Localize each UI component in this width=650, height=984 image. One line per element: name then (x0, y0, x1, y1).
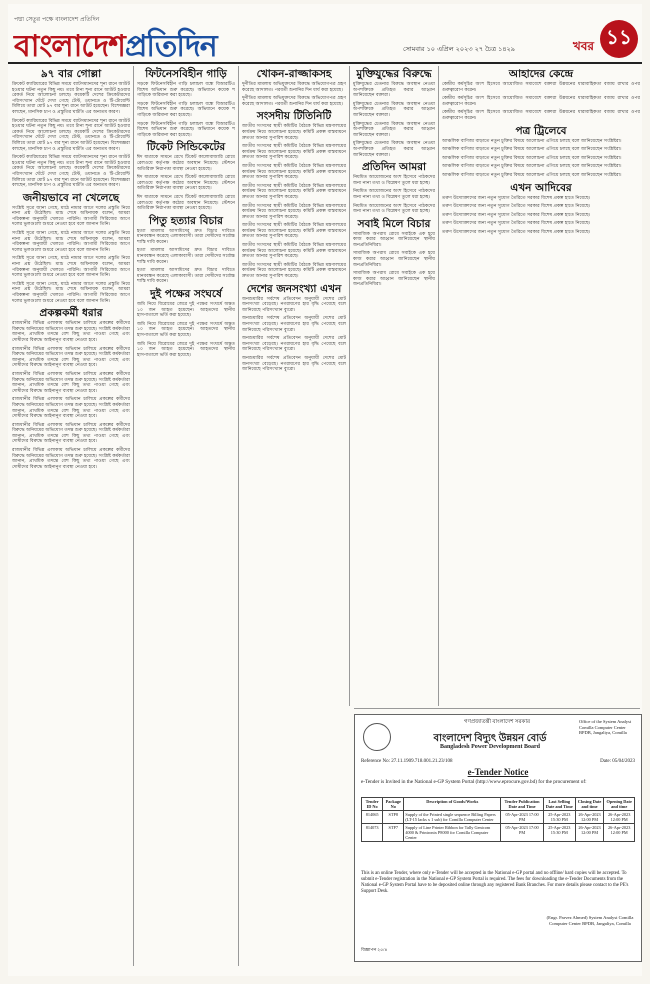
article-body: তরুণ উদ্যোক্তাদের জন্য নতুন সুযোগ তৈরিতে সরকার বিশেষ প্রকল্প হাতে নিয়েছে। (442, 212, 591, 218)
headline: ৯৭ বার গোল্লা (40, 68, 102, 80)
article-body: জাতীয় সংসদের স্থায়ী কমিটির বৈঠকে বিভিন্ন মন্ত্রণালয়ের কার্যক্রম নিয়ে আলোচনা হয়েছে। কমিটি প্রকল্প বাস্তবায়নে দ্রুততা আনার সুপারিশ করেছে। (242, 262, 346, 280)
article-body: আঞ্চলিক বাণিজ্য বাড়াতে নতুন চুক্তির বিষয়ে আলোচনা এগিয়ে চলছে বলে জানিয়েছেন সংশ্লিষ্টরা। (442, 164, 622, 170)
headline: সংসদীয় টিতিনিটি (256, 110, 332, 123)
article-body: ঈদ যাত্রাকে সামনে রেখে টিকেট কালোবাজারি রোধে রেলওয়ে কর্তৃপক্ষ কঠোর অবস্থান নিয়েছে। স্টেশনে অতিরিক্ত নিরাপত্তা ব্যবস্থা নেওয়া হয়েছে। (137, 155, 235, 172)
article-body: সড়কে ফিটনেসবিহীন গাড়ি চলাচল বন্ধে বিআরটিএ বিশেষ অভিযান শুরু করেছে। অভিযানে কয়েক শ গাড়িকে জরিমানা করা হয়েছে। (137, 101, 235, 118)
board-name-en: Bangladesh Power Development Board (439, 744, 541, 750)
article-body: জাতীয় সংসদের স্থায়ী কমিটির বৈঠকে বিভিন্ন মন্ত্রণালয়ের কার্যক্রম নিয়ে আলোচনা হয়েছে। কমিটি প্রকল্প বাস্তবায়নে দ্রুততা আনার সুপারিশ করেছে। (242, 203, 346, 220)
article-body: আঞ্চলিক বাণিজ্য বাড়াতে নতুন চুক্তির বিষয়ে আলোচনা এগিয়ে চলছে বলে জানিয়েছেন সংশ্লিষ্টরা। (442, 147, 622, 153)
table-row (362, 811, 635, 824)
article-body: জনশুমারির সর্বশেষ প্রতিবেদন অনুযায়ী দেশের মোট জনসংখ্যা বেড়েছে। নগরায়ণের হার বৃদ্ধি পেয়েছে বলে জানিয়েছে পরিসংখ্যান ব্যুরো। (242, 316, 346, 333)
notice-date: Date: 05/04/2023 (600, 759, 635, 764)
column-divider (349, 66, 350, 706)
section-label: খবর (572, 39, 594, 53)
article-body: নিয়মিত আয়োজনের অংশ হিসেবে পাঠকদের জন্য নানা তথ্য ও বিশ্লেষণ তুলে ধরা হচ্ছে। (353, 175, 435, 186)
table-cell: 26-Apr-2023 12:00 PM (604, 811, 635, 824)
newspaper-page (8, 4, 642, 976)
article-body: মুক্তিযুদ্ধের চেতনার বিরুদ্ধে অবস্থান নেওয়া অপশক্তিকে প্রতিহত করার আহ্বান জানিয়েছেন বক্তারা। (353, 121, 435, 138)
table-cell: 05-Apr-2023 17:00 PM (501, 824, 544, 842)
ad-footer: বিজ্ঞাপন ২৫/৪ (361, 947, 388, 952)
article-body: হত্যা মামলার আসামিদের দ্রুত বিচার দাবিতে মানববন্ধন করেছে এলাকাবাসী। তারা দোষীদের সর্বোচ্চ শাস্তি দাবি করেন। (137, 228, 235, 245)
article-body: হত্যা মামলার আসামিদের দ্রুত বিচার দাবিতে মানববন্ধন করেছে এলাকাবাসী। তারা দোষীদের সর্বোচ্চ শাস্তি দাবি করেন। (137, 268, 235, 285)
table-cell: 814073 (362, 824, 383, 842)
article-body: ক্রিকেট ক্যারিয়ারের বিভিন্ন সময়ে ব্যাটসম্যানদের শূন্য রানে আউট হওয়ার ঘটনা নতুন কিছু নয়। তবে টানা শূন্য রানে আউট হওয়ার রেকর্ড নিয়ে আলোচনা চলছে। কয়েকটি দেশের ক্রিকেটারদের পরিসংখ্যান ঘেঁটে দেখা গেছে টেস্ট, ওয়ানডে ও টি-টোয়েন্টি মিলিয়ে তারা মোট ৯৭ বার শূন্য রানে আউট হয়েছেন। বিশেষজ্ঞরা বলছেন, মানসিক চাপ ও প্রস্তুতির ঘাটতি এর অন্যতম কারণ। (12, 82, 130, 115)
logo-main: বাংলাদেশ (14, 29, 125, 64)
table-cell: 25-Apr-2023 15:30 PM (543, 811, 575, 824)
article-body: মুক্তিযুদ্ধের চেতনার বিরুদ্ধে অবস্থান নেওয়া অপশক্তিকে প্রতিহত করার আহ্বান জানিয়েছেন বক্তারা। (353, 141, 435, 158)
headline: প্রকল্পকর্মী ধরার (39, 307, 103, 320)
article-body: ক্রিকেট ক্যারিয়ারের বিভিন্ন সময়ে ব্যাটসম্যানদের শূন্য রানে আউট হওয়ার ঘটনা নতুন কিছু নয়। তবে টানা শূন্য রানে আউট হওয়ার রেকর্ড নিয়ে আলোচনা চলছে। কয়েকটি দেশের ক্রিকেটারদের পরিসংখ্যান ঘেঁটে দেখা গেছে টেস্ট, ওয়ানডে ও টি-টোয়েন্টি মিলিয়ে তারা মোট ৯৭ বার শূন্য রানে আউট হয়েছেন। বিশেষজ্ঞরা বলছেন, মানসিক চাপ ও প্রস্তুতির ঘাটতি এর অন্যতম কারণ। (12, 118, 130, 152)
gov-line: গণপ্রজাতন্ত্রী বাংলাদেশ সরকার (463, 719, 531, 725)
article-body: জমি নিয়ে বিরোধের জেরে দুই পক্ষের সংঘর্ষে অন্তত ১০ জন আহত হয়েছেন। আহতদের স্থানীয় হাসপাতালে ভর্তি করা হয়েছে। (137, 321, 235, 338)
article-body: জমি নিয়ে বিরোধের জেরে দুই পক্ষের সংঘর্ষে অন্তত ১০ জন আহত হয়েছেন। আহতদের স্থানীয় হাসপাতালে ভর্তি করা হয়েছে। (137, 341, 235, 358)
article-body: জাতীয় সংসদের স্থায়ী কমিটির বৈঠকে বিভিন্ন মন্ত্রণালয়ের কার্যক্রম নিয়ে আলোচনা হয়েছে। কমিটি প্রকল্প বাস্তবায়নে দ্রুততা আনার সুপারিশ করেছে। (242, 183, 346, 200)
article-body: তরুণ উদ্যোক্তাদের জন্য নতুন সুযোগ তৈরিতে সরকার বিশেষ প্রকল্প হাতে নিয়েছে। (442, 204, 591, 210)
headline: খোকন-রাজ্জাকসহ (256, 68, 332, 80)
column-header: Description of Goods/Works (404, 798, 501, 811)
table-cell: 05-Apr-2023 17:00 PM (501, 811, 544, 824)
tender-table (361, 797, 635, 842)
article-body: সংশ্লিষ্ট সূত্রে জানা গেছে, মাঠে নামার আগে দলের প্রস্তুতি নিয়ে নানা প্রশ্ন উঠেছিল। ম্যাচ শেষে অধিনায়ক বলেন, আমরা পরিকল্পনা অনুযায়ী খেলতে পারিনি। আগামী সিরিজের আগে দলের ভুলগুলো শুধরে নেওয়া হবে বলে জানান তিনি। (12, 281, 130, 304)
board-name-bn: বাংলাদেশ বিদ্যুৎ উন্নয়ন বোর্ড (433, 733, 547, 744)
column-header: Tender Publication Date and Time (501, 798, 544, 811)
article-body: মুক্তিযুদ্ধের চেতনার বিরুদ্ধে অবস্থান নেওয়া অপশক্তিকে প্রতিহত করার আহ্বান জানিয়েছেন বক্তারা। (353, 82, 435, 99)
article-body: কেন্দ্রীয় কর্মসূচির অংশ হিসেবে আয়োজিত সমাবেশে বক্তারা উন্নয়নের ধারাবাহিকতা বজায় রাখার ওপর গুরুত্বারোপ করেন। (442, 96, 640, 107)
table-cell: 25-Apr-2023 15:30 PM (543, 824, 575, 842)
article-body: আঞ্চলিক বাণিজ্য বাড়াতে নতুন চুক্তির বিষয়ে আলোচনা এগিয়ে চলছে বলে জানিয়েছেন সংশ্লিষ্টরা। (442, 138, 622, 144)
table-cell: Supply of the Printed single sequence Billing Papers (LT-15 lacks x 1 sub) for Comilla Computer Center (404, 811, 501, 824)
column-divider (238, 66, 239, 966)
article-body: ক্রিকেট ক্যারিয়ারের বিভিন্ন সময়ে ব্যাটসম্যানদের শূন্য রানে আউট হওয়ার ঘটনা নতুন কিছু নয়। তবে টানা শূন্য রানে আউট হওয়ার রেকর্ড নিয়ে আলোচনা চলছে। কয়েকটি দেশের ক্রিকেটারদের পরিসংখ্যান ঘেঁটে দেখা গেছে টেস্ট, ওয়ানডে ও টি-টোয়েন্টি মিলিয়ে তারা মোট ৯৭ বার শূন্য রানে আউট হয়েছেন। বিশেষজ্ঞরা বলছেন, মানসিক চাপ ও প্রস্তুতির ঘাটতি এর অন্যতম কারণ। (12, 155, 130, 189)
column-1 (12, 66, 130, 966)
article-body: হত্যা মামলার আসামিদের দ্রুত বিচার দাবিতে মানববন্ধন করেছে এলাকাবাসী। তারা দোষীদের সর্বোচ্চ শাস্তি দাবি করেন। (137, 248, 235, 265)
article-body: সংশ্লিষ্ট সূত্রে জানা গেছে, মাঠে নামার আগে দলের প্রস্তুতি নিয়ে নানা প্রশ্ন উঠেছিল। ম্যাচ শেষে অধিনায়ক বলেন, আমরা পরিকল্পনা অনুযায়ী খেলতে পারিনি। আগামী সিরিজের আগে দলের ভুলগুলো শুধরে নেওয়া হবে বলে জানান তিনি। (12, 256, 130, 279)
logo-accent: প্রতিদিন (124, 29, 217, 64)
date-line: সোমবার ১০ এপ্রিল ২০২৩ ২৭ চৈত্র ১৪২৯ (403, 45, 515, 53)
page-number-badge: ১১ (600, 20, 638, 58)
headline: প্রতিদিন আমরা (361, 161, 427, 174)
column-header: Last Selling Date and Time (543, 798, 575, 811)
article-body: মুক্তিযুদ্ধের চেতনার বিরুদ্ধে অবস্থান নেওয়া অপশক্তিকে প্রতিহত করার আহ্বান জানিয়েছেন বক্তারা। (353, 101, 435, 118)
headline: দেশের জনসংখ্যা এখন (246, 282, 342, 295)
article-body: জাতীয় সংসদের স্থায়ী কমিটির বৈঠকে বিভিন্ন মন্ত্রণালয়ের কার্যক্রম নিয়ে আলোচনা হয়েছে। কমিটি প্রকল্প বাস্তবায়নে দ্রুততা আনার সুপারিশ করেছে। (242, 243, 346, 260)
article-body: কেন্দ্রীয় কর্মসূচির অংশ হিসেবে আয়োজিত সমাবেশে বক্তারা উন্নয়নের ধারাবাহিকতা বজায় রাখার ওপর গুরুত্বারোপ করেন। (442, 82, 640, 93)
article-body: জনশুমারির সর্বশেষ প্রতিবেদন অনুযায়ী দেশের মোট জনসংখ্যা বেড়েছে। নগরায়ণের হার বৃদ্ধি পেয়েছে বলে জানিয়েছে পরিসংখ্যান ব্যুরো। (242, 336, 346, 353)
office-address: Office of the System Analyst Comilla Computer Center BPDB, Jangaliya, Comilla (579, 719, 632, 735)
article-body: দুর্নীতির মামলায় অভিযুক্তদের বিরুদ্ধে অভিযোগপত্র গ্রহণ করেছে আদালত। পরবর্তী শুনানির দিন ধার্য করা হয়েছে। (242, 82, 346, 93)
article-body: সংশ্লিষ্ট সূত্রে জানা গেছে, মাঠে নামার আগে দলের প্রস্তুতি নিয়ে নানা প্রশ্ন উঠেছিল। ম্যাচ শেষে অধিনায়ক বলেন, আমরা পরিকল্পনা অনুযায়ী খেলতে পারিনি। আগামী সিরিজের আগে দলের ভুলগুলো শুধরে নেওয়া হবে বলে জানান তিনি। (12, 231, 130, 253)
article-body: সড়কে ফিটনেসবিহীন গাড়ি চলাচল বন্ধে বিআরটিএ বিশেষ অভিযান শুরু করেছে। অভিযানে কয়েক শ গাড়িকে জরিমানা করা হয়েছে। (137, 121, 235, 138)
headline: টিকেট সিন্ডিকেটের (146, 141, 226, 154)
article-body: জমি নিয়ে বিরোধের জেরে দুই পক্ষের সংঘর্ষে অন্তত ১০ জন আহত হয়েছেন। আহতদের স্থানীয় হাসপাতালে ভর্তি করা হয়েছে। (137, 302, 235, 319)
table-header-row (362, 798, 635, 811)
headline: জনীয়ভাবে না খেলেছে (22, 191, 120, 204)
headline: ফিটনেসবিহীন গাড়ি (145, 68, 227, 80)
column-divider (438, 66, 439, 706)
column-2 (137, 66, 235, 966)
bpdb-emblem-icon (363, 723, 391, 751)
masthead (8, 4, 642, 64)
article-body: রাজধানীর বিভিন্ন এলাকায় অভিযান চালিয়ে প্রকল্পের কর্মীদের বিরুদ্ধে অনিয়মের অভিযোগ তদন্ত শুরু হয়েছে। সংশ্লিষ্ট কর্মকর্তারা জানান, প্রাথমিক তদন্তে বেশ কিছু তথ্য পাওয়া গেছে এবং দোষীদের বিরুদ্ধে আইনানুগ ব্যবস্থা নেওয়া হবে। (12, 448, 130, 470)
headline: সবাই মিলে বিচার (357, 217, 431, 230)
column-header: Tender ID No (362, 798, 383, 811)
headline: মুক্তিযুদ্ধের বিরুদ্ধে (356, 68, 432, 80)
article-body: কেন্দ্রীয় কর্মসূচির অংশ হিসেবে আয়োজিত সমাবেশে বক্তারা উন্নয়নের ধারাবাহিকতা বজায় রাখার ওপর গুরুত্বারোপ করেন। (442, 110, 640, 121)
headline: আহাদের কেন্দ্রে (508, 68, 574, 80)
column-5 (353, 66, 435, 706)
article-body: রাজধানীর বিভিন্ন এলাকায় অভিযান চালিয়ে প্রকল্পের কর্মীদের বিরুদ্ধে অনিয়মের অভিযোগ তদন্ত শুরু হয়েছে। সংশ্লিষ্ট কর্মকর্তারা জানান, প্রাথমিক তদন্তে বেশ কিছু তথ্য পাওয়া গেছে এবং দোষীদের বিরুদ্ধে আইনানুগ ব্যবস্থা নেওয়া হবে। (12, 321, 130, 343)
column-3 (242, 66, 346, 966)
signature-block: (Engr. Parvez Ahmed) System Analyst Comilla Computer Center BPDB, Jangaliya, Comilla (546, 915, 634, 926)
article-body: ঈদ যাত্রাকে সামনে রেখে টিকেট কালোবাজারি রোধে রেলওয়ে কর্তৃপক্ষ কঠোর অবস্থান নিয়েছে। স্টেশনে অতিরিক্ত নিরাপত্তা ব্যবস্থা নেওয়া হয়েছে। (137, 194, 235, 212)
column-header: Opening Date and time (604, 798, 635, 811)
headline: এখন আদিবের (510, 181, 572, 194)
column-header: Closing Date and time (575, 798, 604, 811)
reference-number: Reference No: 27.11.1909.718.001.21.23/108 (361, 759, 453, 764)
table-cell: STP7 (383, 824, 404, 842)
article-body: দুর্নীতির মামলায় অভিযুক্তদের বিরুদ্ধে অভিযোগপত্র গ্রহণ করেছে আদালত। পরবর্তী শুনানির দিন ধার্য করা হয়েছে। (242, 96, 346, 107)
table-cell: 26-Apr-2023 12:00 PM (604, 824, 635, 842)
article-body: সামাজিক অপরাধ রোধে সবাইকে এক হয়ে কাজ করার আহ্বান জানিয়েছেন স্থানীয় জনপ্রতিনিধিরা। (353, 231, 435, 248)
table-cell: STP8 (383, 811, 404, 824)
article-body: সামাজিক অপরাধ রোধে সবাইকে এক হয়ে কাজ করার আহ্বান জানিয়েছেন স্থানীয় জনপ্রতিনিধিরা। (353, 251, 435, 268)
article-body: জাতীয় সংসদের স্থায়ী কমিটির বৈঠকে বিভিন্ন মন্ত্রণালয়ের কার্যক্রম নিয়ে আলোচনা হয়েছে। কমিটি প্রকল্প বাস্তবায়নে দ্রুততা আনার সুপারিশ করেছে। (242, 163, 346, 181)
article-body: জাতীয় সংসদের স্থায়ী কমিটির বৈঠকে বিভিন্ন মন্ত্রণালয়ের কার্যক্রম নিয়ে আলোচনা হয়েছে। কমিটি প্রকল্প বাস্তবায়নে দ্রুততা আনার সুপারিশ করেছে। (242, 223, 346, 240)
article-body: রাজধানীর বিভিন্ন এলাকায় অভিযান চালিয়ে প্রকল্পের কর্মীদের বিরুদ্ধে অনিয়মের অভিযোগ তদন্ত শুরু হয়েছে। সংশ্লিষ্ট কর্মকর্তারা জানান, প্রাথমিক তদন্তে বেশ কিছু তথ্য পাওয়া গেছে এবং দোষীদের বিরুদ্ধে আইনানুগ ব্যবস্থা নেওয়া হবে। (12, 371, 130, 394)
table-row (362, 824, 635, 842)
column-divider (133, 66, 134, 966)
headline: দুই পক্ষের সংঘর্ষে (150, 288, 222, 301)
article-body: নিয়মিত আয়োজনের অংশ হিসেবে পাঠকদের জন্য নানা তথ্য ও বিশ্লেষণ তুলে ধরা হচ্ছে। (353, 189, 435, 200)
article-body: রাজধানীর বিভিন্ন এলাকায় অভিযান চালিয়ে প্রকল্পের কর্মীদের বিরুদ্ধে অনিয়মের অভিযোগ তদন্ত শুরু হয়েছে। সংশ্লিষ্ট কর্মকর্তারা জানান, প্রাথমিক তদন্তে বেশ কিছু তথ্য পাওয়া গেছে এবং দোষীদের বিরুদ্ধে আইনানুগ ব্যবস্থা নেওয়া হবে। (12, 397, 130, 420)
article-body: তরুণ উদ্যোক্তাদের জন্য নতুন সুযোগ তৈরিতে সরকার বিশেষ প্রকল্প হাতে নিয়েছে। (442, 229, 591, 235)
column-6 (442, 66, 640, 706)
article-body: আঞ্চলিক বাণিজ্য বাড়াতে নতুন চুক্তির বিষয়ে আলোচনা এগিয়ে চলছে বলে জানিয়েছেন সংশ্লিষ্টরা। (442, 155, 622, 161)
article-body: তরুণ উদ্যোক্তাদের জন্য নতুন সুযোগ তৈরিতে সরকার বিশেষ প্রকল্প হাতে নিয়েছে। (442, 221, 591, 227)
article-body: জাতীয় সংসদের স্থায়ী কমিটির বৈঠকে বিভিন্ন মন্ত্রণালয়ের কার্যক্রম নিয়ে আলোচনা হয়েছে। কমিটি প্রকল্প বাস্তবায়নে দ্রুততা আনার সুপারিশ করেছে। (242, 124, 346, 141)
article-body: জনশুমারির সর্বশেষ প্রতিবেদন অনুযায়ী দেশের মোট জনসংখ্যা বেড়েছে। নগরায়ণের হার বৃদ্ধি পেয়েছে বলে জানিয়েছে পরিসংখ্যান ব্যুরো। (242, 296, 346, 313)
column-header: Package No (383, 798, 404, 811)
table-cell: Supply of Line Printer Ribbon for Tally Genicom 4000 & Printronix P8000 for Comilla Computer Center (404, 824, 501, 842)
article-body: জাতীয় সংসদের স্থায়ী কমিটির বৈঠকে বিভিন্ন মন্ত্রণালয়ের কার্যক্রম নিয়ে আলোচনা হয়েছে। কমিটি প্রকল্প বাস্তবায়নে দ্রুততা আনার সুপারিশ করেছে। (242, 144, 346, 161)
tender-advertisement (354, 714, 642, 962)
notice-title: e-Tender Notice (467, 767, 529, 777)
headline: পিতু হত্যার বিচার (149, 214, 223, 227)
article-body: ঈদ যাত্রাকে সামনে রেখে টিকেট কালোবাজারি রোধে রেলওয়ে কর্তৃপক্ষ কঠোর অবস্থান নিয়েছে। স্টেশনে অতিরিক্ত নিরাপত্তা ব্যবস্থা নেওয়া হয়েছে। (137, 175, 235, 192)
table-cell: 26-Apr-2023 12:00 PM (575, 811, 604, 824)
article-body: রাজধানীর বিভিন্ন এলাকায় অভিযান চালিয়ে প্রকল্পের কর্মীদের বিরুদ্ধে অনিয়মের অভিযোগ তদন্ত শুরু হয়েছে। সংশ্লিষ্ট কর্মকর্তারা জানান, প্রাথমিক তদন্তে বেশ কিছু তথ্য পাওয়া গেছে এবং দোষীদের বিরুদ্ধে আইনানুগ ব্যবস্থা নেওয়া হবে। (12, 346, 130, 369)
ad-divider (354, 708, 640, 709)
tender-notes: This is an online Tender, where only e-Tender will be accepted in the National e-GP portal and no offline/ hard copies will be accepted. To submit e-Tender registration in the National e-GP System Portal is required. The fees for downloading the e-Tender Documents from the National e-GP System Portal have to be deposited online through any registered Bank Branches. For more details please contact to the PE's Support Desk. (361, 871, 629, 894)
table-cell: 814065 (362, 811, 383, 824)
notice-intro: e-Tender is Invited in the National e-GP System Portal (http://www.eprocure.gov.bd) for the procurement of: (361, 779, 587, 785)
article-body: জনশুমারির সর্বশেষ প্রতিবেদন অনুযায়ী দেশের মোট জনসংখ্যা বেড়েছে। নগরায়ণের হার বৃদ্ধি পেয়েছে বলে জানিয়েছে পরিসংখ্যান ব্যুরো। (242, 355, 346, 373)
article-body: তরুণ উদ্যোক্তাদের জন্য নতুন সুযোগ তৈরিতে সরকার বিশেষ প্রকল্প হাতে নিয়েছে। (442, 195, 591, 201)
article-body: সামাজিক অপরাধ রোধে সবাইকে এক হয়ে কাজ করার আহ্বান জানিয়েছেন স্থানীয় জনপ্রতিনিধিরা। (353, 271, 435, 288)
tagline: পদ্মা সেতুর পক্ষে বাংলাদেশ প্রতিদিন (14, 16, 100, 23)
article-body: সড়কে ফিটনেসবিহীন গাড়ি চলাচল বন্ধে বিআরটিএ বিশেষ অভিযান শুরু করেছে। অভিযানে কয়েক শ গাড়িকে জরিমানা করা হয়েছে। (137, 82, 235, 99)
table-cell: 26-Apr-2023 12:00 PM (575, 824, 604, 842)
article-body: আঞ্চলিক বাণিজ্য বাড়াতে নতুন চুক্তির বিষয়ে আলোচনা এগিয়ে চলছে বলে জানিয়েছেন সংশ্লিষ্টরা। (442, 172, 622, 178)
article-body: নিয়মিত আয়োজনের অংশ হিসেবে পাঠকদের জন্য নানা তথ্য ও বিশ্লেষণ তুলে ধরা হচ্ছে। (353, 203, 435, 215)
article-body: রাজধানীর বিভিন্ন এলাকায় অভিযান চালিয়ে প্রকল্পের কর্মীদের বিরুদ্ধে অনিয়মের অভিযোগ তদন্ত শুরু হয়েছে। সংশ্লিষ্ট কর্মকর্তারা জানান, প্রাথমিক তদন্তে বেশ কিছু তথ্য পাওয়া গেছে এবং দোষীদের বিরুদ্ধে আইনানুগ ব্যবস্থা নেওয়া হবে। (12, 422, 130, 445)
article-body: সংশ্লিষ্ট সূত্রে জানা গেছে, মাঠে নামার আগে দলের প্রস্তুতি নিয়ে নানা প্রশ্ন উঠেছিল। ম্যাচ শেষে অধিনায়ক বলেন, আমরা পরিকল্পনা অনুযায়ী খেলতে পারিনি। আগামী সিরিজের আগে দলের ভুলগুলো শুধরে নেওয়া হবে বলে জানান তিনি। (12, 205, 130, 228)
headline: পত্র ট্রিলেবে (515, 124, 567, 137)
